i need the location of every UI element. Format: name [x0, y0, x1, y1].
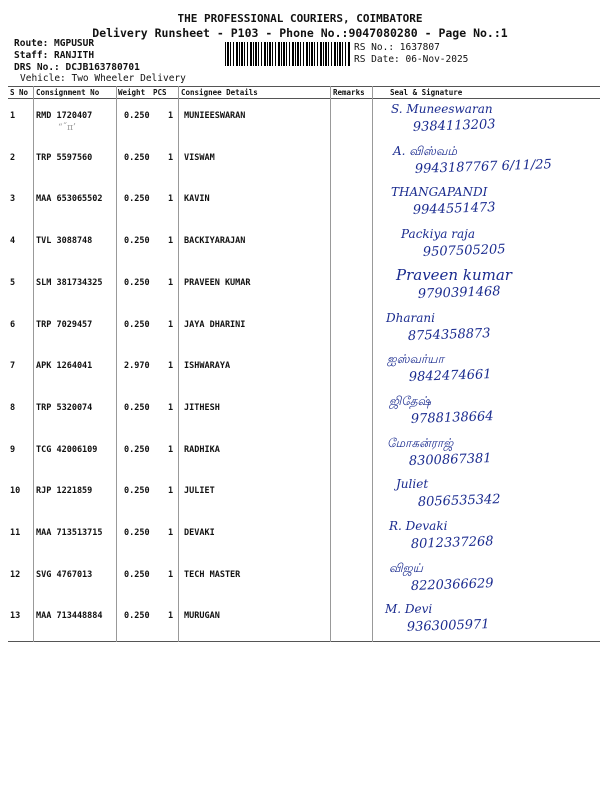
row-sno: 4: [10, 236, 16, 247]
consignee-name: JITHESH: [184, 402, 220, 413]
weight-value: 0.250: [124, 569, 150, 580]
handwritten-signature: [377, 599, 597, 659]
pcs-value: 1: [168, 361, 174, 372]
row-sno: 13: [10, 611, 21, 622]
table-row: [8, 349, 600, 390]
table-row: [8, 182, 600, 223]
pcs-value: 1: [168, 486, 174, 497]
consignment-number: RJP 1221859: [36, 486, 93, 497]
consignee-name: RADHIKA: [184, 444, 220, 455]
consignment-number: MAA 653065502: [36, 194, 103, 205]
weight-value: 0.250: [124, 152, 150, 163]
signature-name: S. Muneeswaran: [391, 102, 493, 116]
pcs-value: 1: [168, 111, 174, 121]
pcs-value: 1: [168, 402, 174, 413]
signature-phone: 9943187767 6/11/25: [414, 156, 553, 177]
row-sno: 3: [10, 194, 16, 205]
weight-value: 2.970: [124, 361, 150, 372]
signature-phone: 9790391468: [417, 283, 501, 302]
signature-name: Praveen kumar: [396, 265, 512, 284]
col-header-seal: Seal & Signature: [390, 88, 463, 97]
signature-phone: 9944551473: [412, 200, 496, 219]
col-header-consignee: Consignee Details: [181, 88, 258, 97]
signature-name: ஜிதேஷ்: [389, 393, 431, 408]
col-header-pcs: PCS: [153, 88, 167, 97]
signature-name: M. Devi: [385, 602, 433, 617]
signature-name: Dharani: [386, 310, 435, 325]
staff-label: Staff: RANJITH: [14, 50, 95, 61]
consignment-number: APK 1264041: [36, 361, 93, 372]
table-row: [8, 266, 600, 307]
weight-value: 0.250: [124, 194, 150, 205]
table-top-border: [8, 86, 600, 87]
col-header-consignment: Consignment No: [36, 88, 100, 97]
pcs-value: 1: [168, 319, 174, 330]
consignee-name: VISWAM: [184, 152, 215, 163]
consignee-name: KAVIN: [184, 194, 210, 205]
signature-name: THANGAPANDI: [391, 185, 488, 200]
consignment-number: RMD 1720407: [36, 111, 93, 121]
pcs-value: 1: [168, 611, 174, 622]
row-sno: 8: [10, 402, 16, 413]
signature-name: மோகன்ராஜ்: [387, 435, 454, 450]
row-sno: 1: [10, 111, 16, 121]
consignment-number: MAA 713448884: [36, 611, 103, 622]
table-row: [8, 308, 600, 349]
barcode: [225, 42, 350, 66]
consignment-number: SLM 381734325: [36, 277, 103, 288]
row-sno: 9: [10, 444, 16, 455]
consignee-name: PRAVEEN KUMAR: [184, 277, 251, 288]
col-header-remarks: Remarks: [333, 88, 365, 97]
signature-phone: 9788138664: [410, 409, 494, 427]
table-row: [8, 599, 600, 640]
weight-value: 0.250: [124, 111, 150, 121]
signature-phone: 8056535342: [417, 492, 501, 511]
consignee-name: MUNIEESWARAN: [184, 111, 246, 121]
consignment-number: TRP 5597560: [36, 152, 93, 163]
signature-name: A. விஸ்வம்: [393, 143, 457, 158]
consignee-name: DEVAKI: [184, 528, 215, 538]
company-title: THE PROFESSIONAL COURIERS, COIMBATORE: [177, 12, 423, 25]
pcs-value: 1: [168, 194, 174, 205]
signature-name: ஐஸ்வர்யா: [387, 352, 444, 367]
rs-number: RS No.: 1637807: [354, 42, 440, 53]
col-header-weight: Weight: [118, 88, 146, 97]
consignment-number: SVG 4767013: [36, 569, 93, 580]
table-row: [8, 391, 600, 432]
table-row: [8, 433, 600, 474]
consignee-name: BACKIYARAJAN: [184, 236, 246, 247]
pcs-value: 1: [168, 277, 174, 288]
weight-value: 0.250: [124, 402, 150, 413]
runsheet-subtitle: Delivery Runsheet - P103 - Phone No.:9047080280 - Page No.:1: [92, 26, 508, 40]
table-row: [8, 141, 600, 182]
table-row: [8, 558, 600, 599]
col-header-sno: S No: [10, 88, 29, 97]
pcs-value: 1: [168, 236, 174, 247]
consignee-name: MURUGAN: [184, 611, 220, 622]
signature-name: Packiya raja: [401, 227, 476, 242]
weight-value: 0.250: [124, 611, 150, 622]
consignee-name: JAYA DHARINI: [184, 319, 246, 330]
route-label: Route: MGPUSUR: [14, 38, 95, 49]
table-row: [8, 516, 600, 557]
consignment-number: TRP 7029457: [36, 319, 93, 330]
table-row: [8, 99, 600, 140]
consignee-name: ISHWARAYA: [184, 361, 231, 372]
signature-phone: 8754358873: [407, 325, 491, 344]
consignment-number: TCG 42006109: [36, 444, 98, 455]
weight-value: 0.250: [124, 486, 150, 497]
consignment-number: MAA 713513715: [36, 528, 103, 538]
signature-name: விஜய்: [389, 560, 423, 575]
weight-value: 0.250: [124, 319, 150, 330]
weight-value: 0.250: [124, 277, 150, 288]
row-sno: 5: [10, 277, 16, 288]
drs-label: DRS No.: DCJB163780701: [14, 62, 140, 73]
row-sno: 7: [10, 361, 16, 372]
signature-phone: 9363005971: [406, 617, 490, 636]
signature-phone: 9842474661: [408, 367, 492, 386]
pcs-value: 1: [168, 569, 174, 580]
weight-value: 0.250: [124, 236, 150, 247]
consignee-name: TECH MASTER: [184, 569, 241, 580]
row-sno: 12: [10, 569, 21, 580]
pcs-value: 1: [168, 528, 174, 538]
faint-stamp-mark: “˝π’: [58, 123, 76, 133]
consignee-name: JULIET: [184, 486, 215, 497]
consignment-number: TRP 5320074: [36, 402, 93, 413]
row-sno: 11: [10, 528, 21, 538]
signature-phone: 8012337268: [410, 534, 494, 552]
pcs-value: 1: [168, 444, 174, 455]
rs-date: RS Date: 06-Nov-2025: [354, 54, 469, 65]
signature-phone: 8220366629: [410, 575, 494, 594]
weight-value: 0.250: [124, 528, 150, 538]
consignment-number: TVL 3088748: [36, 236, 93, 247]
weight-value: 0.250: [124, 444, 150, 455]
row-sno: 2: [10, 152, 16, 163]
signature-phone: 9507505205: [422, 242, 506, 261]
pcs-value: 1: [168, 152, 174, 163]
table-row: [8, 224, 600, 265]
signature-name: Juliet: [396, 477, 429, 492]
vehicle-label: Vehicle: Two Wheeler Delivery: [20, 73, 186, 84]
table-row: [8, 474, 600, 515]
signature-name: R. Devaki: [389, 519, 448, 533]
signature-phone: 8300867381: [408, 450, 492, 469]
row-sno: 6: [10, 319, 16, 330]
signature-phone: 9384113203: [412, 117, 496, 135]
row-sno: 10: [10, 486, 21, 497]
